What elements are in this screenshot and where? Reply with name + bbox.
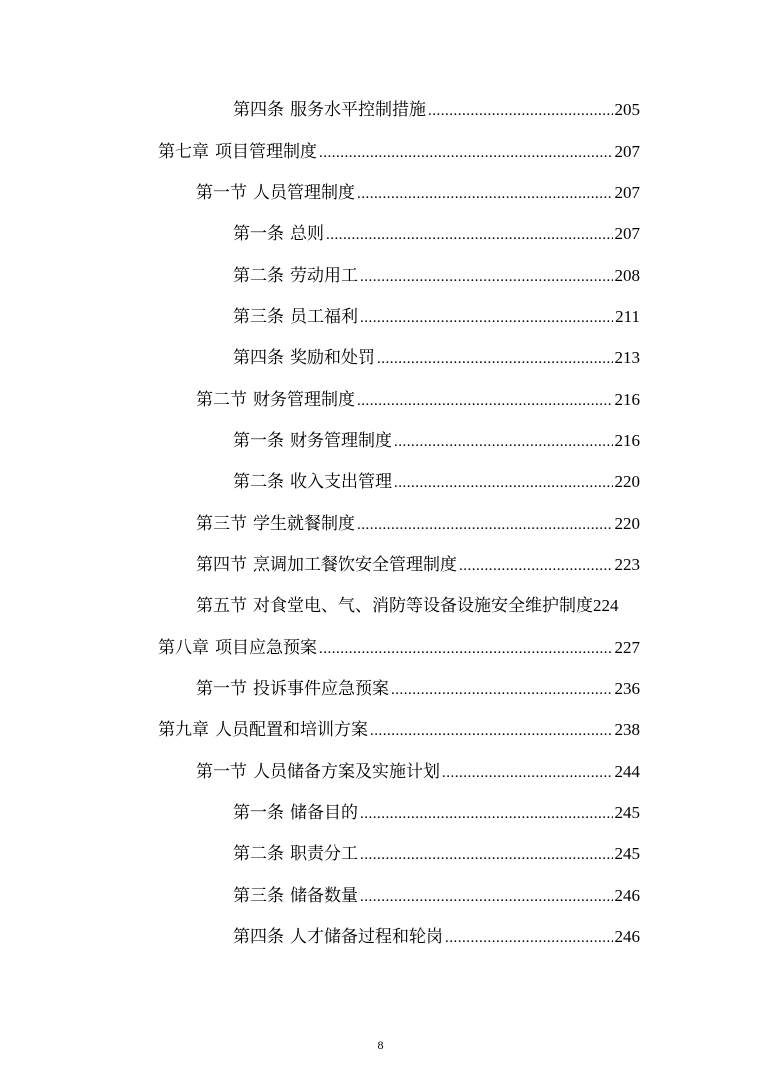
toc-entry-title: 财务管理制度 — [253, 390, 355, 410]
toc-entry-page: 246 — [614, 927, 640, 946]
toc-entry-page: 207 — [614, 224, 640, 243]
toc-entry-label — [196, 512, 355, 536]
dot-leader — [428, 99, 613, 123]
toc-entry-number: 第一节 — [196, 183, 247, 203]
dot-leader — [326, 223, 613, 247]
toc-entry-page: 216 — [614, 431, 640, 450]
toc-entry-page: 216 — [614, 390, 640, 409]
toc-entry-number: 第一条 — [233, 803, 284, 823]
dot-leader — [391, 678, 613, 702]
dot-leader — [445, 926, 613, 950]
toc-entry-label — [196, 388, 355, 412]
toc-entry-label — [158, 636, 317, 660]
toc-entry-page: 224 — [593, 596, 619, 615]
dot-leader — [459, 554, 613, 578]
toc-entry-page: 238 — [614, 720, 640, 739]
toc-entry-number: 第七章 — [158, 142, 209, 162]
dot-leader — [319, 637, 613, 661]
toc-entry-number: 第八章 — [158, 638, 209, 658]
toc-entry-label — [158, 140, 317, 164]
toc-entry-number: 第二节 — [196, 390, 247, 410]
toc-entry[interactable] — [196, 677, 640, 701]
toc-entry-title: 烹调加工餐饮安全管理制度 — [253, 555, 457, 575]
toc-entry[interactable] — [196, 512, 640, 536]
toc-entry-title: 员工福利 — [290, 307, 358, 327]
toc-entry-title: 奖励和处罚 — [290, 348, 375, 368]
toc-entry-label — [196, 553, 457, 577]
toc-entry-title: 人员配置和培训方案 — [215, 720, 368, 740]
toc-entry-label — [233, 884, 358, 908]
toc-entry-label — [233, 346, 375, 370]
toc-entry-label — [233, 842, 358, 866]
toc-entry[interactable] — [196, 553, 640, 577]
dot-leader — [360, 843, 613, 867]
toc-entry[interactable] — [196, 181, 640, 205]
toc-entry[interactable] — [158, 718, 640, 742]
toc-entry[interactable] — [158, 140, 640, 164]
toc-entry-title: 人员储备方案及实施计划 — [253, 762, 440, 782]
toc-entry-number: 第四条 — [233, 348, 284, 368]
dot-leader — [377, 347, 613, 371]
toc-entry-label — [196, 181, 355, 205]
toc-entry[interactable] — [233, 884, 640, 908]
toc-entry-title: 服务水平控制措施 — [290, 100, 426, 120]
toc-entry-page: 220 — [614, 472, 640, 491]
toc-entry-number: 第一节 — [196, 679, 247, 699]
toc-entry[interactable] — [233, 222, 640, 246]
toc-entry[interactable] — [233, 98, 640, 122]
toc-entry-number: 第九章 — [158, 720, 209, 740]
toc-entry-page: 220 — [614, 514, 640, 533]
toc-entry[interactable] — [233, 925, 640, 949]
toc-entry-number: 第四条 — [233, 927, 284, 947]
toc-entry[interactable] — [158, 636, 640, 660]
toc-entry[interactable] — [233, 842, 640, 866]
toc-entry-number: 第四条 — [233, 100, 284, 120]
toc-entry-page: 236 — [614, 679, 640, 698]
dot-leader — [370, 719, 613, 743]
toc-entry-number: 第二条 — [233, 844, 284, 864]
dot-leader — [394, 471, 613, 495]
toc-entry-title: 投诉事件应急预案 — [253, 679, 389, 699]
toc-entry-title: 收入支出管理 — [290, 472, 392, 492]
dot-leader — [360, 306, 613, 330]
toc-entry[interactable] — [233, 429, 640, 453]
toc-entry-number: 第一条 — [233, 224, 284, 244]
page-number: 8 — [377, 1038, 384, 1052]
toc-entry-label — [233, 305, 358, 329]
toc-entry-title: 储备目的 — [290, 803, 358, 823]
toc-entry-page: 246 — [614, 886, 640, 905]
toc-entry-label — [158, 718, 368, 742]
toc-entry-title: 劳动用工 — [290, 266, 358, 286]
toc-entry[interactable] — [233, 305, 640, 329]
toc-entry-title: 职责分工 — [290, 844, 358, 864]
dot-leader — [360, 265, 613, 289]
toc-entry-label — [196, 677, 389, 701]
toc-entry-label — [233, 264, 358, 288]
toc-entry-title: 对食堂电、气、消防等设备设施安全维护制度 — [253, 596, 593, 616]
toc-entry-label — [233, 429, 392, 453]
toc-entry-label — [196, 760, 440, 784]
toc-entry-number: 第二条 — [233, 266, 284, 286]
toc-entry-page: 213 — [614, 348, 640, 367]
toc-entry-page: 223 — [614, 555, 640, 574]
toc-entry-title: 学生就餐制度 — [253, 514, 355, 534]
toc-entry-label — [196, 594, 593, 618]
toc-entry-number: 第二条 — [233, 472, 284, 492]
toc-entry[interactable] — [233, 801, 640, 825]
toc-entry-title: 人员管理制度 — [253, 183, 355, 203]
toc-entry[interactable] — [233, 264, 640, 288]
toc-entry-number: 第一条 — [233, 431, 284, 451]
toc-entry-page: 211 — [615, 307, 640, 326]
toc-entry-label — [233, 801, 358, 825]
toc-entry-page: 245 — [614, 803, 640, 822]
toc-entry-number: 第一节 — [196, 762, 247, 782]
toc-entry-title: 项目应急预案 — [215, 638, 317, 658]
dot-leader — [442, 761, 613, 785]
dot-leader — [357, 389, 613, 413]
toc-entry-title: 项目管理制度 — [215, 142, 317, 162]
dot-leader — [360, 885, 613, 909]
toc-entry[interactable] — [196, 594, 619, 618]
toc-entry[interactable] — [196, 760, 640, 784]
toc-entry-page: 207 — [614, 183, 640, 202]
toc-entry-label — [233, 925, 443, 949]
toc-entry-title: 总则 — [290, 224, 324, 244]
toc-entry-title: 财务管理制度 — [290, 431, 392, 451]
toc-entry[interactable] — [233, 346, 640, 370]
toc-entry-number: 第五节 — [196, 596, 247, 616]
toc-entry-page: 244 — [614, 762, 640, 781]
toc-entry-number: 第四节 — [196, 555, 247, 575]
toc-entry-title: 储备数量 — [290, 886, 358, 906]
toc-entry-page: 208 — [614, 266, 640, 285]
toc-entry-number: 第三条 — [233, 307, 284, 327]
dot-leader — [357, 513, 613, 537]
toc-entry-label — [233, 98, 426, 122]
toc-entry-number: 第三节 — [196, 514, 247, 534]
dot-leader — [360, 802, 613, 826]
dot-leader — [394, 430, 613, 454]
toc-entry[interactable] — [196, 388, 640, 412]
toc-entry-label — [233, 470, 392, 494]
dot-leader — [357, 182, 613, 206]
toc-entry[interactable] — [233, 470, 640, 494]
toc-entry-title: 人才储备过程和轮岗 — [290, 927, 443, 947]
toc-entry-label — [233, 222, 324, 246]
toc-entry-page: 205 — [614, 100, 640, 119]
dot-leader — [319, 141, 613, 165]
toc-entry-page: 245 — [614, 844, 640, 863]
toc-entry-page: 207 — [614, 142, 640, 161]
toc-entry-number: 第三条 — [233, 886, 284, 906]
toc-entry-page: 227 — [614, 638, 640, 657]
